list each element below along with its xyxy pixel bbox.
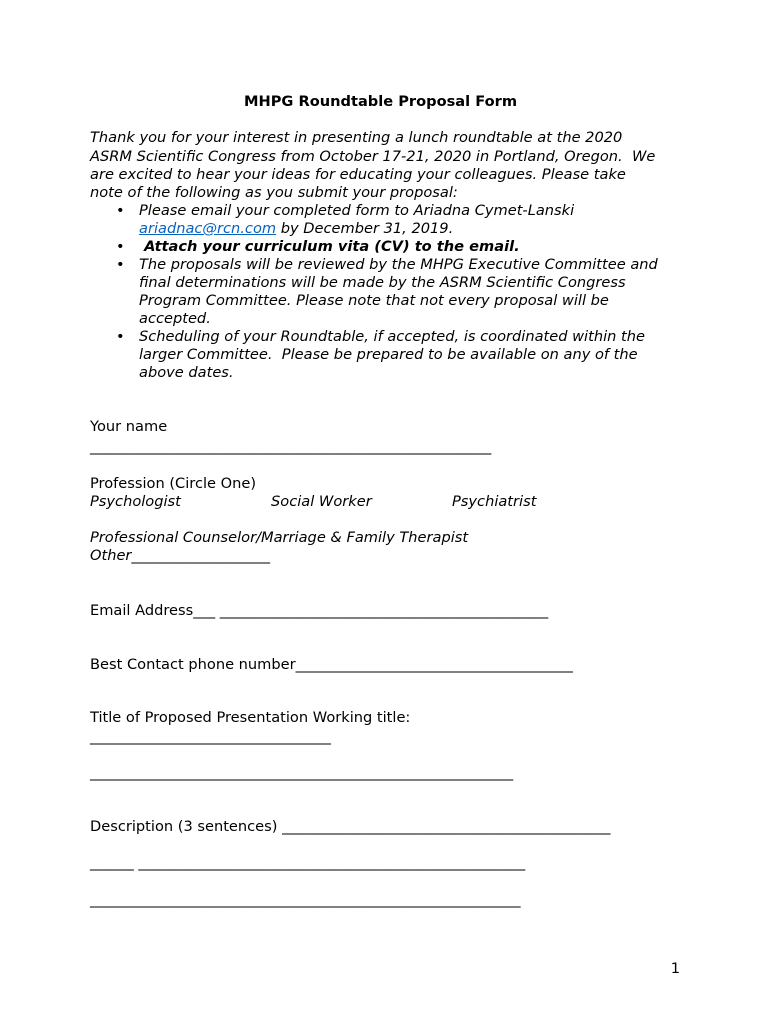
- bullet-text: above dates.: [139, 364, 234, 381]
- profession-option-social-worker[interactable]: Social Worker: [271, 493, 372, 510]
- intro-line: note of the following as you submit your proposal:: [90, 184, 458, 201]
- page-title: MHPG Roundtable Proposal Form: [244, 93, 518, 110]
- bullet-text-cv: Attach your curriculum vita (CV) to the email.: [139, 238, 520, 255]
- phone-field[interactable]: Best Contact phone number______________________________________: [90, 656, 573, 673]
- description-field-3[interactable]: ___________________________________________________________: [90, 891, 521, 908]
- profession-option-counselor[interactable]: Professional Counselor/Marriage & Family Therapist: [90, 529, 469, 546]
- profession-option-psychologist[interactable]: Psychologist: [90, 493, 181, 510]
- bullet-text: final determinations will be made by the ASRM Scientific Congress: [139, 274, 626, 291]
- bullet-icon: •: [116, 238, 125, 255]
- profession-other-field[interactable]: Other___________________: [90, 547, 271, 564]
- presentation-title-field[interactable]: _________________________________: [90, 728, 331, 745]
- bullet-text-continued: [139, 220, 453, 238]
- presentation-title-field-2[interactable]: __________________________________________________________: [90, 764, 514, 781]
- bullet-text: Please email your completed form to Ariadna Cymet-Lanski: [139, 202, 575, 219]
- bullet-text: Program Committee. Please note that not every proposal will be: [139, 292, 609, 309]
- presentation-title-label: Title of Proposed Presentation Working title:: [90, 709, 411, 726]
- description-field[interactable]: Description (3 sentences) _____________________________________________: [90, 818, 611, 835]
- intro-line: ASRM Scientific Congress from October 17-21, 2020 in Portland, Oregon. We: [90, 148, 656, 165]
- bullet-text: The proposals will be reviewed by the MHPG Executive Committee and: [139, 256, 658, 273]
- bullet-icon: •: [116, 256, 125, 273]
- bullet-text: larger Committee. Please be prepared to be available on any of the: [139, 346, 638, 363]
- bullet-icon: •: [116, 328, 125, 345]
- bullet-text: accepted.: [139, 310, 211, 327]
- profession-label: Profession (Circle One): [90, 475, 257, 492]
- intro-line: are excited to hear your ideas for educating your colleagues. Please take: [90, 166, 626, 183]
- deadline-text: by December 31, 2019.: [276, 220, 454, 237]
- profession-option-psychiatrist[interactable]: Psychiatrist: [452, 493, 537, 510]
- bullet-text: Scheduling of your Roundtable, if accepted, is coordinated within the: [139, 328, 645, 345]
- email-link[interactable]: ariadnac@rcn.com: [139, 220, 277, 237]
- intro-line: Thank you for your interest in presenting a lunch roundtable at the 2020: [90, 129, 623, 146]
- description-field-2[interactable]: ______ _____________________________________________________: [90, 854, 526, 871]
- name-field[interactable]: _______________________________________________________: [90, 438, 492, 455]
- name-label: Your name: [90, 418, 168, 435]
- email-field[interactable]: Email Address___ _____________________________________________: [90, 602, 549, 619]
- bullet-icon: •: [116, 202, 125, 219]
- page-number: 1: [670, 960, 680, 977]
